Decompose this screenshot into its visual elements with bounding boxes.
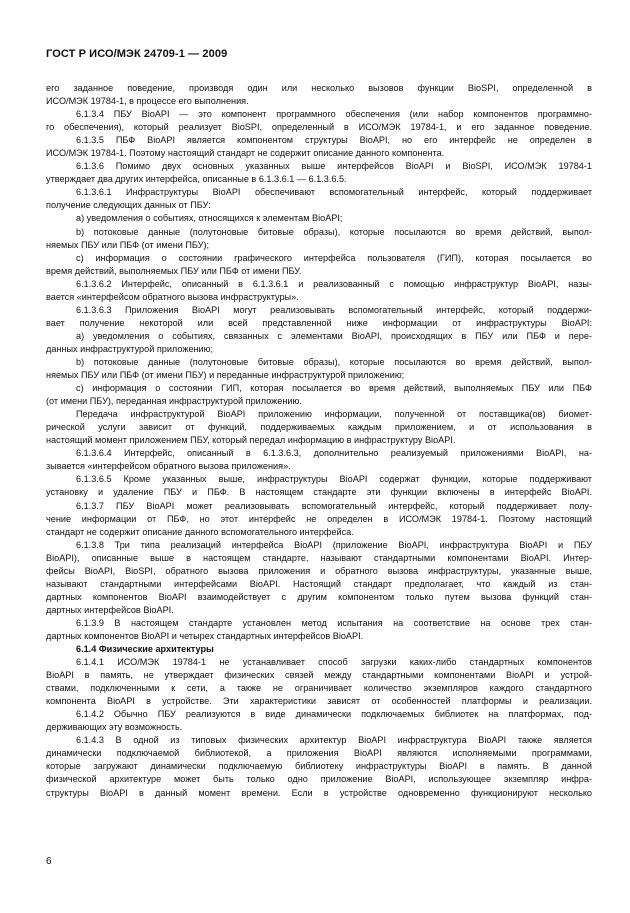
text-line: (от имени ПБУ), переданная инфраструктурой приложению. (46, 396, 302, 407)
text-line: 6.1.3.8 Три типа реализаций интерфейса BioAPI (приложение BioAPI, инфраструктура BioAPI и ПБУ (76, 539, 592, 550)
text-line: 6.1.3.9 В настоящем стандарте установлен метод испытания на соответствие на основе трех стан- (76, 617, 592, 628)
text-line: время действий, выполняемых ПБУ или ПБФ от имени ПБУ. (46, 265, 302, 276)
text-line: 6.1.3.6.3 Приложения BioAPI могут реализовывать вспомогательный интерфейс, который поддержи- (76, 304, 592, 315)
text-line: получение следующих данных от ПБУ: (46, 200, 211, 211)
text-line: 6.1.4.1 ИСО/МЭК 19784-1 не устанавливает способ загрузки каких-либо стандартных компонентов (76, 657, 592, 668)
text-line: данных инфраструктурой приложению; (46, 343, 214, 354)
text-line: a) уведомления о событиях, связанных с элементами BioAPI, происходящих в ПБУ или ПБФ и пере- (76, 330, 592, 341)
text-line: 6.1.4.2 Обычно ПБУ реализуются в виде динамически подключаемых библиотек на платформах, под- (76, 709, 592, 720)
text-line: 6.1.3.6 Помимо двух основных указанных выше интерфейсов BioAPI и BioSPI, ИСО/МЭК 19784-1 (76, 161, 592, 172)
text-line: настоящий момент приложением ПБУ, который передал информацию в инфраструктуру BioAPI. (46, 435, 456, 446)
running-header: ГОСТ Р ИСО/МЭК 24709-1 — 2009 (46, 48, 228, 60)
text-line: дартных интерфейсов BioAPI. (46, 604, 174, 615)
text-line: Передача инфраструктурой BioAPI приложению информации, полученной от поставщика(ов) биомет- (76, 409, 592, 420)
body-text (46, 82, 592, 800)
text-line: b) потоковые данные (полутоновые битовые образы), которые посылаются во время действий, выпол- (76, 226, 592, 237)
page-number: 6 (46, 856, 52, 867)
text-line: 6.1.3.6.1 Инфраструктуры BioAPI обеспечивают вспомогательный интерфейс, который поддерживает (76, 187, 592, 198)
text-line: держивающих эту возможность. (46, 722, 183, 733)
text-line: a) уведомления о событиях, относящихся к элементам BioAPI; (76, 213, 343, 224)
text-line: называют стандартными интерфейсами BioAPI. Настоящий стандарт предполагает, что каждый из стан- (46, 578, 592, 589)
text-line: b) потоковые данные (полутоновые битовые образы), которые посылаются во время действий, выпол- (76, 356, 592, 367)
text-line: дартных компонентов BioAPI взаимодействует с другим компонентом только путем вызова функций стан- (46, 591, 592, 602)
text-line: физической архитектуре может быть только одно приложение BioAPI, использующее экземпляр инфра- (46, 774, 592, 785)
text-line: зывается «интерфейсом обратного вызова приложения». (46, 461, 291, 472)
text-line: чение информации от ПБФ, но этот интерфейс не определен в ИСО/МЭК 19784-1. Поэтому настоящий (46, 513, 592, 524)
text-line: 6.1.3.6.2 Интерфейс, описанный в 6.1.3.6.1 и реализованный с помощью инфраструктур BioAPI, назы- (76, 278, 592, 289)
text-line: BioAPI), описанные выше в настоящем стандарте, называют стандартными компонентами BioAPI. Интер- (46, 552, 592, 563)
text-line: c) информация о состоянии графического интерфейса пользователя (ГИП), которая посылается во (76, 252, 592, 263)
text-line: ИСО/МЭК 19784-1. Поэтому настоящий стандарт не содержит описание данного компонента. (46, 148, 445, 159)
text-line: 6.1.3.4 ПБУ BioAPI — это компонент программного обеспечения (или набор компонентов программно- (76, 109, 592, 120)
text-line: дартных компонентов BioAPI и четырех стандартных интерфейсов BioAPI. (46, 630, 364, 641)
document-page (46, 38, 592, 800)
text-line: няемых ПБУ или ПБФ (от имени ПБУ); (46, 239, 210, 250)
text-line: ствами, подключенными к сети, а также не ограничивает количество экземпляров каждого стандартного (46, 683, 592, 694)
text-line: 6.1.3.7 ПБУ BioAPI может реализовывать вспомогательный интерфейс, который поддерживает полу- (76, 500, 592, 511)
text-line: фейсы BioAPI, BioSPI, обратного вызова приложения и обратного вызова инфраструктуры, указанные выше, (46, 565, 592, 576)
text-line: BioAPI в память, не утверждает физических связей между стандартными компонентами BioAPI и устрой- (46, 670, 592, 681)
text-line: рической услуги зависит от функций, поддерживаемых каждым приложением, и от использования в (46, 422, 592, 433)
text-line: 6.1.4.3 В одной из типовых физических архитектур BioAPI инфраструктура BioAPI также является (76, 735, 592, 746)
text-line: 6.1.3.6.5 Кроме указанных выше, инфраструктуры BioAPI содержат функции, которые поддерживают (76, 474, 592, 485)
text-line: 6.1.3.6.4 Интерфейс, описанный в 6.1.3.6.3, дополнительно реализуемый приложениями BioAPI, на- (76, 448, 592, 459)
text-line: го обеспечения), который реализует BioSPI, определенный в ИСО/МЭК 19784-1, и его заданное поведение. (46, 122, 592, 133)
text-line: его заданное поведение, производя один или несколько вызовов функции BioSPI, определенной в (46, 83, 592, 93)
text-line: стандарт не содержит описание данного вспомогательного интерфейса. (46, 526, 354, 537)
text-line: утверждает два других интерфейса, описанные в 6.1.3.6.1 — 6.1.3.6.5. (46, 174, 347, 185)
text-line: динамически подключаемой библиотекой, а приложения BioAPI являются исполняемыми программами, (46, 748, 592, 759)
text-line: вает получение некоторой или всей представленной ниже информации от инфраструктуры BioAPI: (46, 317, 592, 328)
text-line: няемых ПБУ или ПБФ (от имени ПБУ) и переданные инфраструктурой приложению; (46, 370, 405, 381)
text-line: структуры BioAPI в данный момент времени. Если в устройстве одновременно функционируют несколько (46, 787, 592, 798)
text-line: 6.1.3.5 ПБФ BioAPI является компонентом структуры BioAPI, но его интерфейс не определен в (76, 135, 592, 146)
text-line: которые загружают динамически подключаемую библиотеку инфраструктуры BioAPI в память. В данной (46, 761, 592, 772)
text-line: c) информация о состоянии ГИП, которая посылается во время действий, выполняемых ПБУ или ПБФ (76, 383, 592, 394)
text-line: ИСО/МЭК 19784-1, в процессе его выполнения. (46, 96, 249, 107)
section-heading: 6.1.4 Физические архитектуры (76, 644, 214, 655)
text-line: установку и удаление ПБУ и ПБФ. В настоящем стандарте эти функции включены в интерфейс BioAPI. (46, 487, 592, 498)
text-line: вается «интерфейсом обратного вызова инфраструктуры». (46, 291, 299, 302)
text-line: компонента BioAPI в устройстве. Эти характеристики зависят от особенностей платформы и реализации. (46, 696, 592, 707)
